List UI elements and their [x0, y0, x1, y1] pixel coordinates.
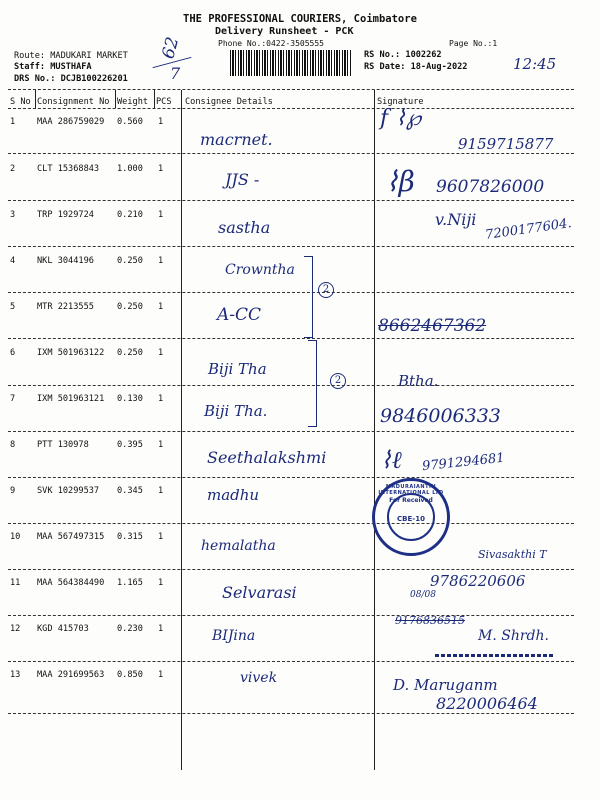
row-consignment: IXM 501963121	[37, 394, 105, 404]
row-consignment: PTT 130978	[37, 440, 89, 450]
row-consignee: JJS -	[225, 170, 260, 189]
col-consignee: Consignee Details	[185, 97, 273, 107]
phone-number: Phone No.:0422-3505555	[218, 39, 324, 48]
rs-date: RS Date: 18-Aug-2022	[364, 62, 468, 72]
row-number-note: 8220006464	[436, 694, 538, 713]
row-sno: 1	[10, 117, 16, 127]
signature-mark: ⌇β	[385, 165, 415, 198]
row-weight: 0.250	[117, 256, 143, 266]
signature-mark: f ⌇℘	[380, 106, 422, 131]
row-consignee: macrnet.	[200, 130, 273, 149]
row-pcs: 1	[158, 164, 164, 174]
row-weight: 0.230	[117, 624, 143, 634]
row-consignment: MAA 291699563	[37, 670, 105, 680]
row-sno: 8	[10, 440, 16, 450]
divider	[154, 90, 155, 108]
row-pcs: 1	[158, 532, 164, 542]
row-consignee: madhu	[207, 486, 260, 504]
divider	[115, 90, 116, 108]
divider	[35, 90, 36, 108]
row-consignee: BIJina	[212, 628, 256, 644]
divider	[8, 569, 574, 570]
signature-mark: v.Niji	[435, 210, 477, 229]
row-consignee: hemalatha	[201, 538, 276, 554]
row-signature: 8662467362	[378, 316, 487, 336]
handwritten-fraction-bottom: 7	[170, 64, 181, 83]
divider	[8, 431, 574, 432]
bracket-count: 2	[318, 282, 334, 298]
row-signature: 7200177604.	[484, 216, 573, 243]
row-sno: 3	[10, 210, 16, 220]
row-weight: 0.560	[117, 117, 143, 127]
row-signature: 9846006333	[380, 405, 501, 427]
divider	[8, 385, 574, 386]
row-weight: 0.395	[117, 440, 143, 450]
row-sno: 4	[10, 256, 16, 266]
divider	[181, 90, 182, 770]
row-consignment: MAA 567497315	[37, 532, 105, 542]
staff: Staff: MUSTHAFA	[14, 62, 92, 72]
row-signature: D. Maruganm	[393, 676, 498, 694]
row-pcs: 1	[158, 117, 164, 127]
divider	[8, 615, 574, 616]
row-sno: 11	[10, 578, 21, 588]
divider	[8, 153, 574, 154]
row-pcs: 1	[158, 624, 164, 634]
row-consignment: SVK 10299537	[37, 486, 100, 496]
divider	[8, 661, 574, 662]
row-consignment: CLT 15368843	[37, 164, 100, 174]
divider	[8, 713, 574, 714]
company-name: THE PROFESSIONAL COURIERS, Coimbatore	[183, 13, 417, 25]
row-consignment: MAA 286759029	[37, 117, 105, 127]
row-pcs: 1	[158, 210, 164, 220]
row-pcs: 1	[158, 440, 164, 450]
row-sno: 13	[10, 670, 21, 680]
row-sno: 5	[10, 302, 16, 312]
row-weight: 0.345	[117, 486, 143, 496]
row-consignment: MAA 564384490	[37, 578, 105, 588]
row-signature: 9607826000	[436, 177, 545, 197]
row-consignee: Biji Tha	[208, 360, 267, 378]
row-weight: 0.250	[117, 348, 143, 358]
handwritten-fraction-top: 62	[158, 34, 184, 62]
divider	[374, 90, 375, 770]
page-number: Page No.:1	[449, 39, 498, 48]
row-signature: 9791294681	[421, 450, 506, 475]
row-weight: 1.165	[117, 578, 143, 588]
row-signature: Btha.	[398, 372, 439, 390]
scribble	[435, 654, 555, 657]
divider	[8, 108, 574, 109]
row-consignee: A-CC	[217, 305, 262, 325]
row-consignment: NKL 3044196	[37, 256, 94, 266]
row-weight: 1.000	[117, 164, 143, 174]
row-signature: Sivasakthi T	[478, 548, 547, 561]
col-pcs: PCS	[156, 97, 172, 107]
row-consignment: IXM 501963122	[37, 348, 105, 358]
row-consignment: KGD 415703	[37, 624, 89, 634]
sheet-title: Delivery Runsheet - PCK	[215, 26, 354, 37]
row-pcs: 1	[158, 394, 164, 404]
row-sno: 6	[10, 348, 16, 358]
col-signature: Signature	[377, 97, 424, 107]
row-consignee: Seethalakshmi	[207, 448, 327, 467]
divider	[8, 477, 574, 478]
signature-mark: ⌇ℓ	[380, 446, 402, 474]
row-pcs: 1	[158, 670, 164, 680]
row-pcs: 1	[158, 348, 164, 358]
row-consignee: sastha	[218, 218, 271, 237]
row-date-note: 08/08	[410, 590, 436, 600]
row-consignment: TRP 1929724	[37, 210, 94, 220]
row-pcs: 1	[158, 256, 164, 266]
row-consignee: Crowntha	[225, 262, 295, 278]
row-sno: 9	[10, 486, 16, 496]
route: Route: MADUKARI MARKET	[14, 51, 128, 61]
row-sno: 10	[10, 532, 21, 542]
row-number-note: 9176836515	[395, 614, 465, 627]
row-sno: 12	[10, 624, 21, 634]
barcode	[230, 50, 352, 76]
row-consignment: MTR 2213555	[37, 302, 94, 312]
col-weight: Weight	[117, 97, 149, 107]
row-weight: 0.315	[117, 532, 143, 542]
col-consignment: Consignment No	[37, 97, 110, 107]
divider	[8, 89, 574, 90]
row-weight: 0.850	[117, 670, 143, 680]
row-consignee: vivek	[240, 670, 278, 686]
divider	[8, 200, 574, 201]
row-pcs: 1	[158, 302, 164, 312]
bracket	[308, 340, 317, 427]
bracket-count: 2	[330, 373, 346, 389]
row-consignee: Biji Tha.	[204, 402, 268, 420]
divider	[8, 338, 574, 339]
divider	[8, 523, 574, 524]
row-weight: 0.250	[117, 302, 143, 312]
row-signature: 9786220606	[430, 572, 526, 590]
row-weight: 0.210	[117, 210, 143, 220]
rs-number: RS No.: 1002262	[364, 50, 442, 60]
divider	[8, 246, 574, 247]
row-consignee: Selvarasi	[222, 583, 297, 602]
row-weight: 0.130	[117, 394, 143, 404]
row-pcs: 1	[158, 578, 164, 588]
row-pcs: 1	[158, 486, 164, 496]
bracket	[304, 256, 313, 338]
col-sno: S No	[10, 97, 31, 107]
row-signature: M. Shrdh.	[478, 628, 549, 644]
row-sno: 2	[10, 164, 16, 174]
row-signature: 9159715877	[458, 135, 554, 153]
row-sno: 7	[10, 394, 16, 404]
divider	[8, 292, 574, 293]
drs-number: DRS No.: DCJB100226201	[14, 74, 128, 84]
company-stamp: MADURAIANTHI INTERNATIONAL LTD For Received CBE-10	[372, 478, 450, 556]
handwritten-time: 12:45	[513, 55, 557, 73]
